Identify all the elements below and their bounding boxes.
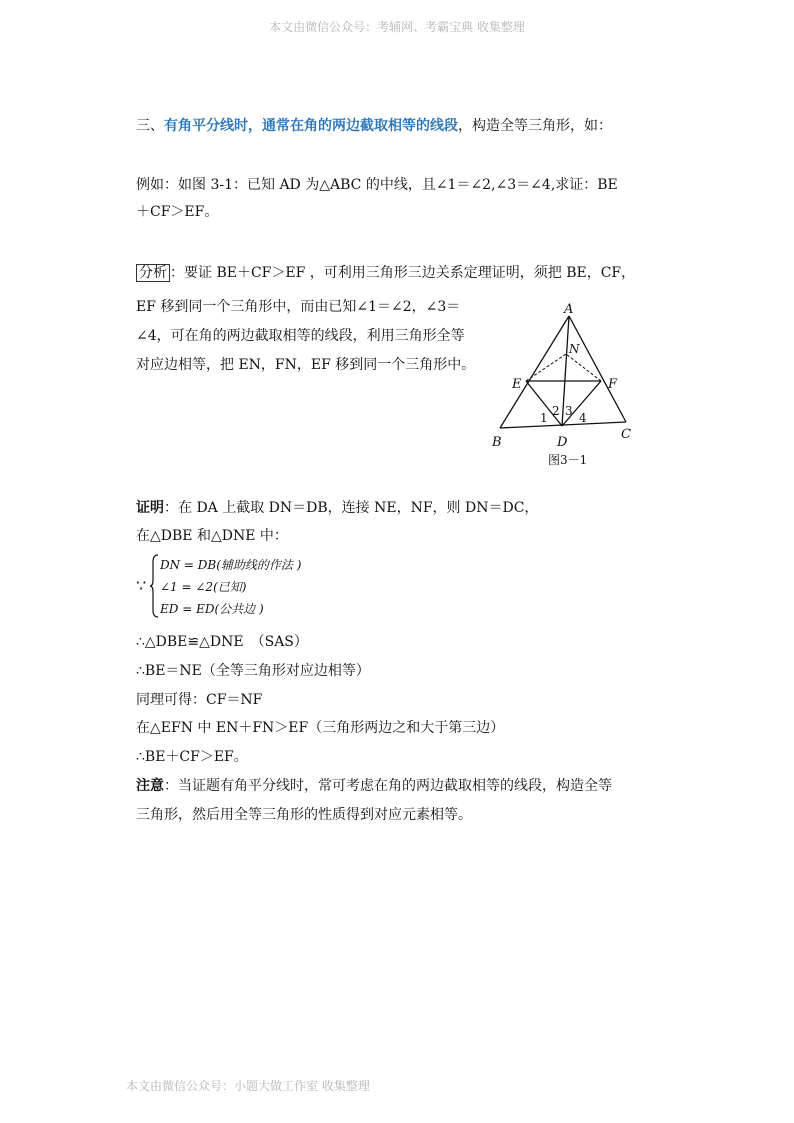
- proof-line-1: [136, 498, 538, 518]
- label-d: D: [557, 435, 568, 450]
- analysis-label: 分析: [136, 264, 170, 282]
- note-text-1: ：当证题有角平分线时，常可考虑在角的两边截取相等的线段，构造全等: [164, 778, 612, 794]
- section-highlight: 有角平分线时，通常在角的两边截取相等的线段: [164, 118, 458, 134]
- proof-line-2: 在△DBE 和△DNE 中：: [136, 528, 288, 544]
- because-symbol: ∵: [136, 576, 147, 595]
- section-heading: [136, 116, 612, 136]
- proof-text-1: ：在 DA 上截取 DN＝DB，连接 NE，NF，则 DN＝DC，: [164, 500, 539, 516]
- proof-step-2: ∴BE＝NE（全等三角形对应边相等）: [136, 663, 370, 679]
- example-line-2: ＋CF＞EF。: [136, 204, 219, 220]
- segment-en: [526, 354, 566, 381]
- section-suffix: ，构造全等三角形，如：: [458, 118, 612, 134]
- note-line-1: [136, 776, 612, 796]
- proof-label: 证明: [136, 500, 164, 516]
- label-a: A: [564, 302, 574, 317]
- page-footer: 本文由微信公众号：小题大做工作室 收集整理: [126, 1079, 370, 1093]
- note-line-2: 三角形，然后用全等三角形的性质得到对应元素相等。: [136, 807, 472, 823]
- label-f: F: [608, 377, 618, 392]
- analysis-line-2: EF 移到同一个三角形中，而由已知∠1＝∠2，∠3＝: [136, 299, 461, 315]
- page-header: 本文由微信公众号：考辅网、考霸宝典 收集整理: [269, 20, 525, 34]
- condition-1: DN = DB(辅助线的作法 ): [160, 558, 302, 572]
- proof-step-1: ∴△DBE≌△DNE （SAS）: [136, 634, 308, 650]
- proof-step-3: 同理可得：CF＝NF: [136, 692, 263, 708]
- analysis-line-4: 对应边相等，把 EN，FN，EF 移到同一个三角形中。: [136, 357, 476, 373]
- angle-2-label: 2: [552, 404, 560, 418]
- proof-step-4: 在△EFN 中 EN＋FN＞EF（三角形两边之和大于第三边）: [136, 720, 505, 736]
- proof-step-5: ∴BE＋CF＞EF。: [136, 749, 248, 765]
- analysis-line-3: ∠4，可在角的两边截取相等的线段，利用三角形全等: [136, 328, 465, 344]
- analysis-line-1: [136, 263, 635, 283]
- conditions-block: [136, 554, 396, 620]
- label-c: C: [621, 427, 631, 442]
- label-n: N: [569, 342, 580, 356]
- angle-4-label: 4: [579, 411, 587, 425]
- left-brace: [150, 554, 160, 618]
- analysis-text-1: ：要证 BE＋CF＞EF ，可利用三角形三边关系定理证明，须把 BE，CF，: [170, 265, 636, 281]
- condition-3: ED = ED(公共边 ): [160, 602, 264, 616]
- triangle-figure: [484, 298, 654, 468]
- side-ac: [569, 316, 626, 422]
- figure-caption: 图3－1: [548, 453, 588, 467]
- angle-3-label: 3: [565, 404, 573, 418]
- angle-1-label: 1: [540, 411, 548, 425]
- label-b: B: [492, 435, 502, 450]
- example-line-1: 例如：如图 3-1：已知 AD 为△ABC 的中线，且∠1＝∠2,∠3＝∠4,求证：BE: [136, 177, 618, 193]
- segment-fn: [566, 354, 601, 381]
- label-e: E: [512, 377, 522, 392]
- condition-2: ∠1 = ∠2(已知): [160, 580, 247, 594]
- note-label: 注意: [136, 778, 164, 794]
- section-prefix: 三、: [136, 118, 164, 134]
